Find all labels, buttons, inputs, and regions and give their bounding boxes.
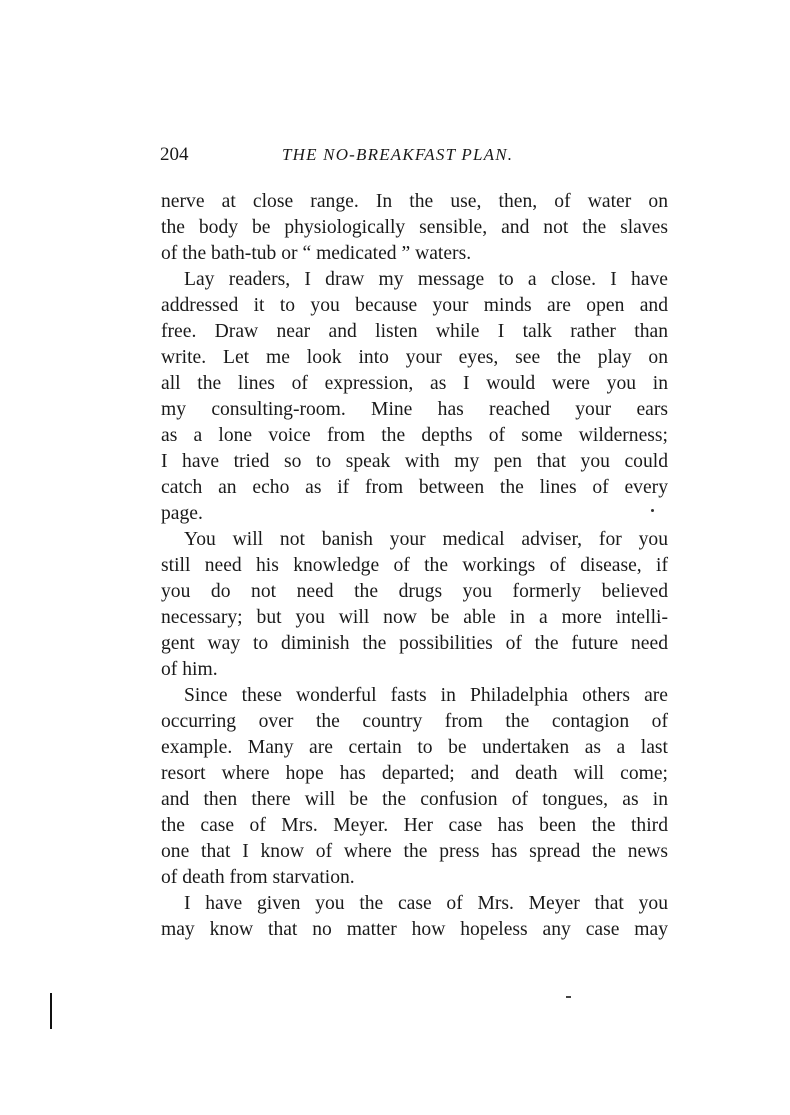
- text-line: the body be physiologically sensible, and not the slaves: [161, 217, 668, 238]
- page-number: 204: [160, 144, 189, 165]
- page-header: [160, 143, 670, 167]
- text-line: I have tried so to speak with my pen that you could: [161, 451, 668, 472]
- text-line: may know that no matter how hopeless any case may: [161, 919, 668, 940]
- text-line: you do not need the drugs you formerly believed: [161, 581, 668, 602]
- text-line: example. Many are certain to be undertaken as a last: [161, 737, 668, 758]
- text-line: and then there will be the confusion of tongues, as in: [161, 789, 668, 810]
- print-speck: [566, 996, 571, 998]
- scan-edge-mark: [50, 993, 52, 1029]
- text-line: free. Draw near and listen while I talk rather than: [161, 321, 668, 342]
- text-line: Since these wonderful fasts in Philadelphia others are: [184, 685, 668, 706]
- text-line: still need his knowledge of the workings of disease, if: [161, 555, 668, 576]
- text-line: occurring over the country from the contagion of: [161, 711, 668, 732]
- text-line: of death from starvation.: [161, 867, 355, 888]
- text-line: addressed it to you because your minds are open and: [161, 295, 668, 316]
- text-line: one that I know of where the press has spread the news: [161, 841, 668, 862]
- text-line: of him.: [161, 659, 218, 680]
- body-text: [161, 189, 668, 943]
- running-title: THE NO-BREAKFAST PLAN.: [282, 145, 514, 164]
- text-line: I have given you the case of Mrs. Meyer that you: [184, 893, 668, 914]
- text-line: of the bath-tub or “ medicated ” waters.: [161, 243, 472, 264]
- print-speck: [651, 509, 654, 512]
- text-line: Lay readers, I draw my message to a close. I have: [184, 269, 668, 290]
- text-line: gent way to diminish the possibilities of the future need: [161, 633, 668, 654]
- text-line: nerve at close range. In the use, then, of water on: [161, 191, 668, 212]
- text-line: necessary; but you will now be able in a more intelli-: [161, 607, 668, 628]
- text-line: all the lines of expression, as I would were you in: [161, 373, 668, 394]
- text-line: write. Let me look into your eyes, see the play on: [161, 347, 668, 368]
- text-line: resort where hope has departed; and death will come;: [161, 763, 668, 784]
- text-line: as a lone voice from the depths of some wilderness;: [161, 425, 668, 446]
- text-line: catch an echo as if from between the lines of every: [161, 477, 668, 498]
- text-line: You will not banish your medical adviser, for you: [184, 529, 668, 550]
- text-line: my consulting-room. Mine has reached your ears: [161, 399, 668, 420]
- text-line: the case of Mrs. Meyer. Her case has been the third: [161, 815, 668, 836]
- text-line: page.: [161, 503, 203, 524]
